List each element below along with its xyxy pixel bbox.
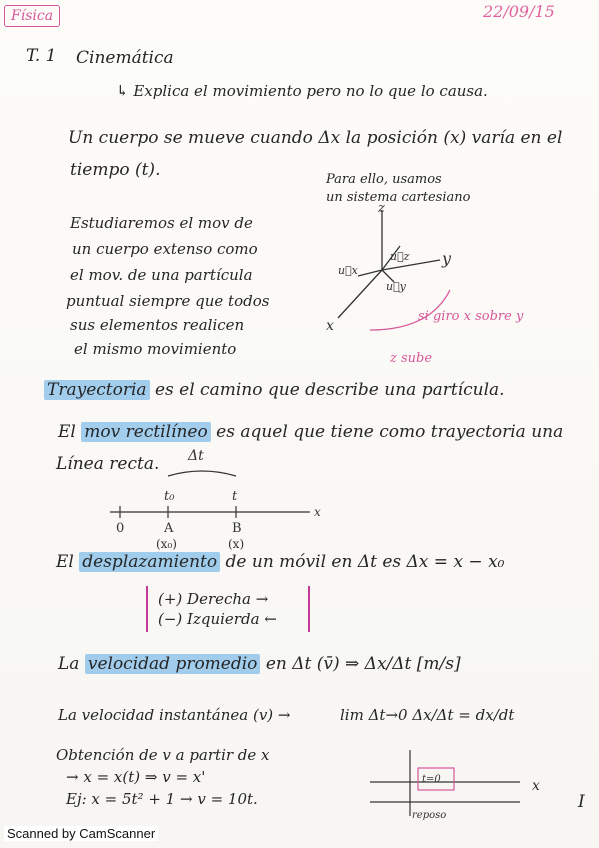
trayectoria-term: Trayectoria xyxy=(44,380,150,400)
para-line: Estudiaremos el mov de xyxy=(70,214,253,232)
xb-label: (x) xyxy=(228,537,245,551)
trayectoria-definition: es el camino que describe una partícula. xyxy=(154,380,505,400)
axis-z-label: z xyxy=(378,201,385,216)
para-line: puntual siempre que todos xyxy=(66,292,270,310)
desplazamiento-intro: El xyxy=(56,552,74,572)
obtencion-line-1: → x = x(t) ⇒ v = x' xyxy=(66,768,206,786)
desplazamiento-line xyxy=(56,552,505,572)
graph-reposo-label: reposo xyxy=(412,810,447,821)
rectilineo-line-2: Línea recta. xyxy=(56,454,160,474)
topic-name: Cinemática xyxy=(76,48,174,68)
velocidad-promedio-line xyxy=(58,654,461,674)
velocidad-intro: La xyxy=(58,654,80,674)
delta-t-label: Δt xyxy=(188,448,204,464)
axis-x-label: x xyxy=(326,318,334,334)
intro-line-1: Un cuerpo se mueve cuando Δx la posición (x) varía en el xyxy=(68,128,563,148)
para-line: un cuerpo extenso como xyxy=(72,240,258,258)
unit-vector-x: u⃗x xyxy=(338,264,358,277)
velocidad-definition: en Δt (v̄) ⇒ Δx/Δt [m/s] xyxy=(265,654,461,674)
origin-label: 0 xyxy=(116,521,125,536)
direction-right: (+) Derecha → xyxy=(158,590,269,608)
point-b-label: B xyxy=(232,521,242,536)
timeline-axis-label: x xyxy=(314,505,321,519)
x0-label: (x₀) xyxy=(156,537,177,551)
unit-vector-y: u⃗y xyxy=(386,280,406,293)
axis-y-label: y xyxy=(442,249,452,268)
graph-t0-label: t=0 xyxy=(422,774,441,785)
desplazamiento-term: desplazamiento xyxy=(79,552,220,572)
rotation-note: si giro x sobre y xyxy=(418,309,524,324)
trayectoria-line xyxy=(44,380,505,400)
rotation-note-2: z sube xyxy=(390,351,433,366)
t-label: t xyxy=(232,489,238,504)
date-label: 22/09/15 xyxy=(483,2,555,21)
subject-label: Física xyxy=(4,5,60,27)
para-line: el mov. de una partícula xyxy=(70,266,253,284)
cartesian-axes-diagram xyxy=(320,200,580,366)
t0-label: t₀ xyxy=(164,489,175,504)
velocidad-instantanea-text: La velocidad instantánea (v) → xyxy=(58,706,291,724)
unit-vector-z: u⃗z xyxy=(390,250,410,263)
rectilineo-term: mov rectilíneo xyxy=(81,422,210,442)
rectilineo-line xyxy=(58,422,563,442)
graph-x-label: x xyxy=(532,778,540,794)
side-note-2: un sistema cartesiano xyxy=(326,190,471,205)
page-mark: I xyxy=(578,792,585,812)
point-a-label: A xyxy=(164,521,174,536)
velocidad-term: velocidad promedio xyxy=(85,654,261,674)
scanner-footer: Scanned by CamScanner xyxy=(4,826,158,841)
intro-line-2: tiempo (t). xyxy=(70,160,161,180)
rectilineo-definition: es aquel que tiene como trayectoria una xyxy=(216,422,564,442)
topic-subtitle: ↳ Explica el movimiento pero no lo que lo causa. xyxy=(116,82,488,100)
timeline-diagram xyxy=(110,444,330,554)
position-graph xyxy=(370,746,570,826)
topic-number: T. 1 xyxy=(26,46,57,66)
obtencion-line-2: Ej: x = 5t² + 1 → v = 10t. xyxy=(66,790,258,808)
rectilineo-intro: El xyxy=(58,422,76,442)
para-line: el mismo movimiento xyxy=(74,340,237,358)
para-line: sus elementos realicen xyxy=(70,316,245,334)
obtencion-title: Obtención de v a partir de x xyxy=(56,746,270,764)
direction-left: (−) Izquierda ← xyxy=(158,610,277,628)
velocidad-instantanea-formula: lim Δt→0 Δx/Δt = dx/dt xyxy=(340,706,515,724)
desplazamiento-definition: de un móvil en Δt es Δx = x − x₀ xyxy=(225,552,505,572)
side-note-1: Para ello, usamos xyxy=(326,172,442,187)
